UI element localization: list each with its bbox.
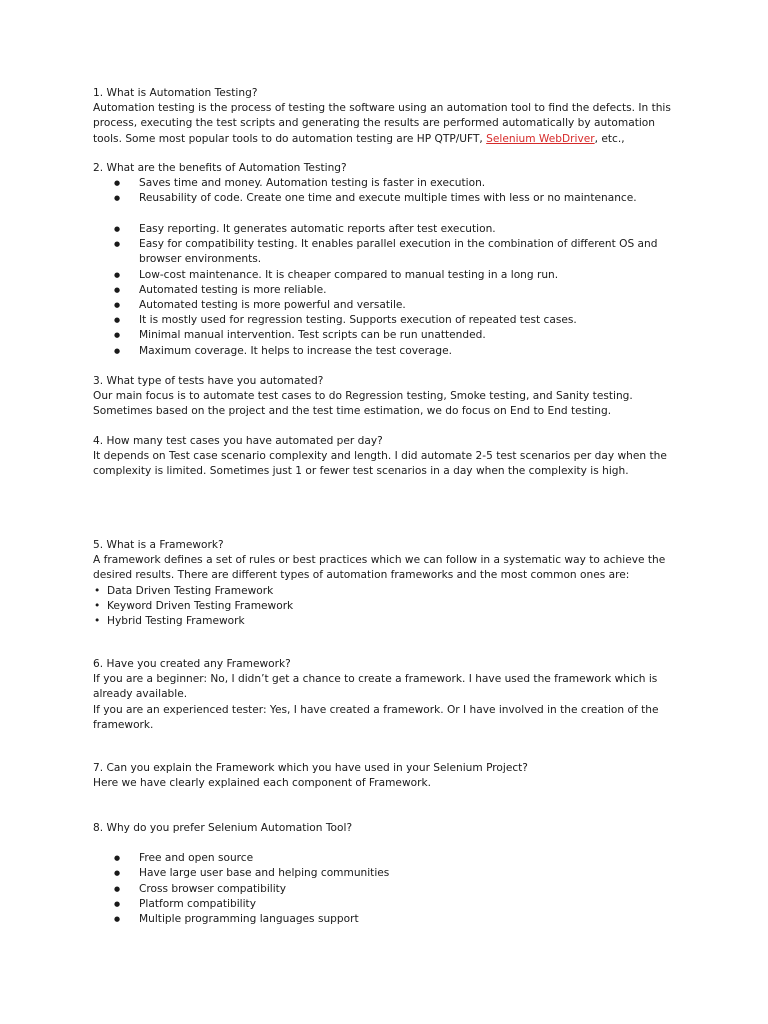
answer-text: tools. Some most popular tools to do automation testing are HP QTP/UFT, — [93, 132, 487, 145]
list-item — [93, 237, 673, 267]
question-heading: 3. What type of tests have you automated? — [93, 375, 324, 387]
answer-line: It depends on Test case scenario complexity and length. I did automate 2-5 test scenarios per day when the — [93, 450, 667, 463]
answer-line — [93, 132, 673, 147]
answer-line: Here we have clearly explained each component of Framework. — [93, 777, 431, 790]
list-item: ● Have large user base and helping communities — [93, 866, 673, 881]
list-item: ● Maximum coverage. It helps to increase the test coverage. — [93, 344, 673, 359]
section-created-framework — [93, 657, 673, 733]
answer-line: process, executing the test scripts and generating the results are performed automatically by automation — [93, 117, 655, 130]
list-item-text: browser environments. — [139, 253, 262, 266]
framework-list — [93, 584, 673, 630]
section-test-types — [93, 374, 673, 420]
list-item: • Data Driven Testing Framework — [93, 584, 673, 599]
question-heading: 1. What is Automation Testing? — [93, 87, 258, 99]
answer-text: , etc., — [594, 132, 625, 145]
list-item: ● Minimal manual intervention. Test scripts can be run unattended. — [93, 328, 673, 343]
answer-line: A framework defines a set of rules or best practices which we can follow in a systematic way to achieve the — [93, 554, 666, 567]
section-framework — [93, 538, 673, 629]
question-heading: 6. Have you created any Framework? — [93, 658, 291, 670]
selenium-webdriver-link[interactable]: Selenium WebDriver — [486, 132, 595, 145]
answer-line: If you are an experienced tester: Yes, I have created a framework. Or I have involved in the creation of the — [93, 703, 659, 716]
list-item: ● Easy reporting. It generates automatic reports after test execution. — [93, 222, 673, 237]
question-heading: 7. Can you explain the Framework which you have used in your Selenium Project? — [93, 762, 528, 774]
answer-line: Automation testing is the process of testing the software using an automation tool to find the defects. In this — [93, 102, 671, 115]
list-item: ● Reusability of code. Create one time and execute multiple times with less or no maintenance. — [93, 191, 673, 206]
section-prefer-selenium — [93, 821, 673, 927]
list-item: ● It is mostly used for regression testing. Supports execution of repeated test cases. — [93, 313, 673, 328]
list-item: ● Automated testing is more powerful and versatile. — [93, 298, 673, 313]
question-heading: 2. What are the benefits of Automation Testing? — [93, 162, 347, 174]
question-heading: 4. How many test cases you have automated per day? — [93, 435, 383, 447]
answer-line: framework. — [93, 718, 154, 731]
question-heading: 8. Why do you prefer Selenium Automation Tool? — [93, 822, 353, 834]
answer-line: Our main focus is to automate test cases to do Regression testing, Smoke testing, and Sanity testing. — [93, 390, 633, 403]
spacer — [93, 836, 673, 851]
benefits-list — [93, 222, 673, 359]
list-item: ● Multiple programming languages support — [93, 912, 673, 927]
list-item: • Keyword Driven Testing Framework — [93, 599, 673, 614]
section-benefits-continued — [93, 222, 673, 359]
question-heading: 5. What is a Framework? — [93, 539, 224, 551]
list-item: ● Low-cost maintenance. It is cheaper compared to manual testing in a long run. — [93, 268, 673, 283]
answer-line: Sometimes based on the project and the test time estimation, we do focus on End to End testing. — [93, 405, 612, 418]
list-item: ● Free and open source — [93, 851, 673, 866]
section-automation-testing — [93, 86, 673, 147]
list-item-text: Easy for compatibility testing. It enables parallel execution in the combination of different OS and — [139, 238, 658, 251]
answer-line: If you are a beginner: No, I didn’t get a chance to create a framework. I have used the framework which is — [93, 673, 658, 686]
list-item: • Hybrid Testing Framework — [93, 614, 673, 629]
section-test-cases-per-day — [93, 434, 673, 480]
list-item: ● Saves time and money. Automation testing is faster in execution. — [93, 176, 673, 191]
section-benefits — [93, 161, 673, 207]
benefits-list — [93, 176, 673, 206]
list-item: ● Platform compatibility — [93, 897, 673, 912]
list-item: ● Automated testing is more reliable. — [93, 283, 673, 298]
list-item: ● Cross browser compatibility — [93, 882, 673, 897]
answer-line: complexity is limited. Sometimes just 1 or fewer test scenarios in a day when the complexity is high. — [93, 465, 629, 478]
answer-line: desired results. There are different types of automation frameworks and the most common ones are: — [93, 569, 630, 582]
selenium-reasons-list — [93, 851, 673, 927]
answer-line: already available. — [93, 688, 188, 701]
section-explain-framework — [93, 761, 673, 791]
